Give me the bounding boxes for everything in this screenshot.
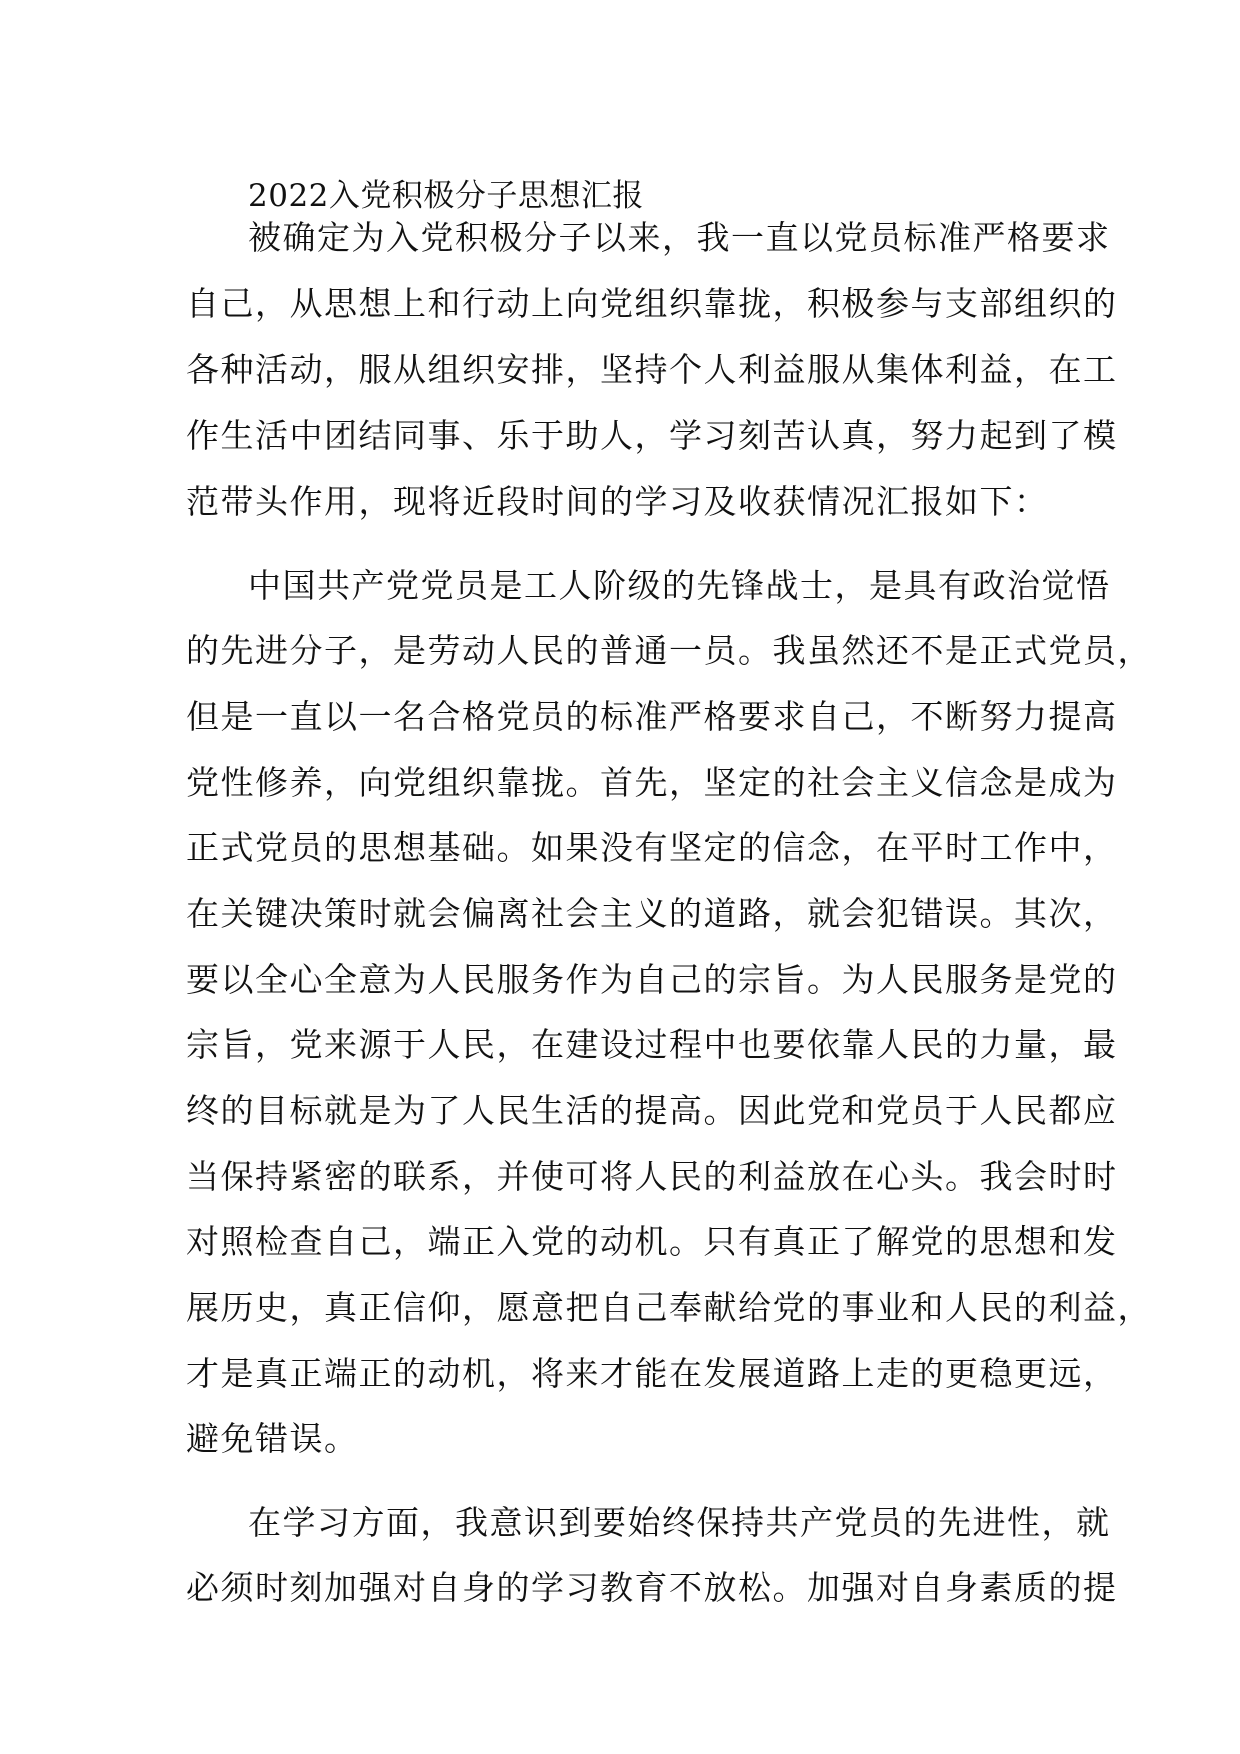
paragraph-1-line-4: 作生活中团结同事、乐于助人，学习刻苦认真，努力起到了模 — [186, 416, 1118, 455]
paragraph-1-line-2: 自己，从思想上和行动上向党组织靠拢，积极参与支部组织的 — [186, 284, 1118, 323]
paragraph-1-line-5: 范带头作用，现将近段时间的学习及收获情况汇报如下： — [186, 482, 1049, 521]
paragraph-2-line-2: 的先进分子，是劳动人民的普通一员。我虽然还不是正式党员， — [186, 631, 1152, 670]
paragraph-2-line-13: 才是真正端正的动机，将来才能在发展道路上走的更稳更远， — [186, 1354, 1118, 1393]
paragraph-2-line-9: 终的目标就是为了人民生活的提高。因此党和党员于人民都应 — [186, 1091, 1118, 1130]
paragraph-2-line-7: 要以全心全意为人民服务作为自己的宗旨。为人民服务是党的 — [186, 960, 1118, 999]
paragraph-2-line-10: 当保持紧密的联系，并使可将人民的利益放在心头。我会时时 — [186, 1157, 1118, 1196]
paragraph-2-line-8: 宗旨，党来源于人民，在建设过程中也要依靠人民的力量，最 — [186, 1025, 1118, 1064]
paragraph-2-line-6: 在关键决策时就会偏离社会主义的道路，就会犯错误。其次， — [186, 894, 1118, 933]
paragraph-2-line-5: 正式党员的思想基础。如果没有坚定的信念，在平时工作中， — [186, 828, 1118, 867]
paragraph-2-line-11: 对照检查自己，端正入党的动机。只有真正了解党的思想和发 — [186, 1222, 1118, 1261]
paragraph-2-line-3: 但是一直以一名合格党员的标准严格要求自己，不断努力提高 — [186, 697, 1118, 736]
paragraph-2-line-12: 展历史，真正信仰，愿意把自己奉献给党的事业和人民的利益， — [186, 1288, 1152, 1327]
document-title: 2022入党积极分子思想汇报 — [248, 178, 644, 214]
paragraph-1-line-1: 被确定为入党积极分子以来，我一直以党员标准严格要求 — [248, 218, 1111, 257]
paragraph-3-line-1: 在学习方面，我意识到要始终保持共产党员的先进性，就 — [248, 1503, 1111, 1542]
paragraph-2-line-1: 中国共产党党员是工人阶级的先锋战士，是具有政治觉悟 — [248, 566, 1111, 605]
paragraph-3-line-2: 必须时刻加强对自身的学习教育不放松。加强对自身素质的提 — [186, 1568, 1118, 1607]
paragraph-2-line-14: 避免错误。 — [186, 1419, 359, 1458]
paragraph-2-line-4: 党性修养，向党组织靠拢。首先，坚定的社会主义信念是成为 — [186, 763, 1118, 802]
paragraph-1-line-3: 各种活动，服从组织安排，坚持个人利益服从集体利益，在工 — [186, 350, 1118, 389]
